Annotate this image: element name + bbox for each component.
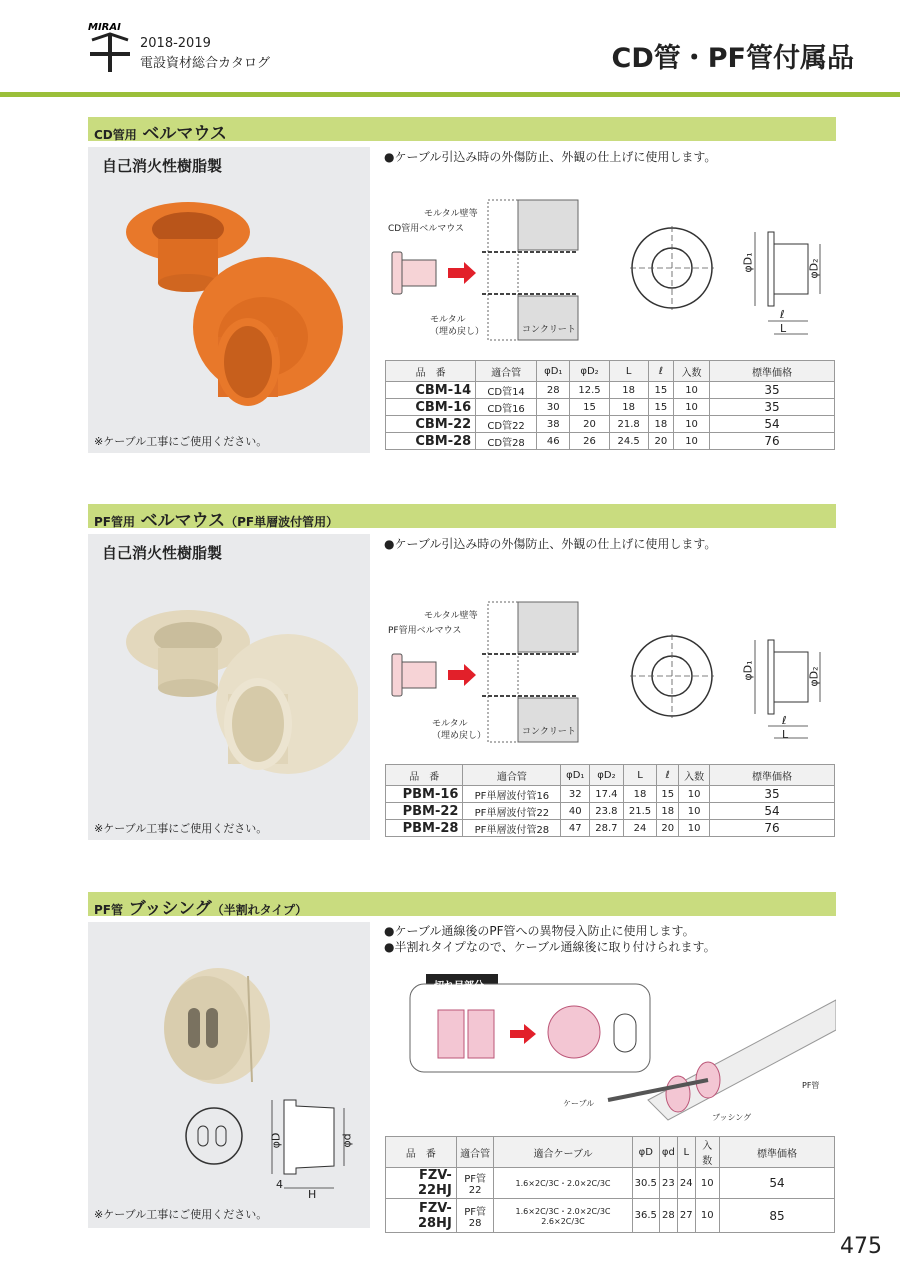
label-wall: モルタル壁等: [424, 209, 478, 219]
label-concrete: コンクリート: [522, 325, 576, 335]
col-header: 適合管: [463, 765, 561, 786]
dim-l-small: ℓ: [782, 714, 787, 727]
col-header: 入数: [695, 1137, 719, 1168]
col-header: 適合管: [456, 1137, 494, 1168]
label-mortar: モルタル: [430, 315, 466, 325]
cell: 20: [570, 416, 609, 433]
feature-bullet: ●ケーブル通線後のPF管への異物侵入防止に使用します。: [384, 924, 695, 938]
cell: 36.5: [632, 1199, 659, 1233]
section-bar-pf-bellmouth: [88, 504, 836, 531]
cell: 23.8: [590, 803, 624, 820]
cell: 27: [677, 1199, 695, 1233]
section-prefix: PF管用: [94, 515, 135, 529]
price: 35: [710, 786, 835, 803]
table-row: [386, 786, 835, 803]
header-rule: [0, 92, 900, 97]
label-bushing: ブッシング: [712, 1113, 752, 1122]
table-header-row: [386, 1137, 835, 1168]
col-header: φD₁: [561, 765, 590, 786]
price: 54: [710, 803, 835, 820]
cell: 23: [659, 1168, 677, 1199]
cell: 24: [623, 820, 657, 837]
feature-bullet: ●ケーブル引込み時の外傷防止、外観の仕上げに使用します。: [384, 537, 717, 551]
label-pf-pipe: PF管: [802, 1081, 820, 1090]
cell: PF単層波付管16: [463, 786, 561, 803]
product-code: FZV-28HJ: [386, 1199, 457, 1233]
cell: 32: [561, 786, 590, 803]
col-header: 適合ケーブル: [494, 1137, 632, 1168]
dim-d2: φD₂: [807, 258, 821, 279]
cell: CD管28: [476, 433, 537, 450]
bushing-usage-diagram: [408, 970, 836, 1125]
cell: 24: [677, 1168, 695, 1199]
cell: 10: [695, 1168, 719, 1199]
table-row: [386, 1199, 835, 1233]
cell: 47: [561, 820, 590, 837]
material-label: 自己消火性樹脂製: [102, 544, 223, 562]
col-header: 適合管: [476, 361, 537, 382]
cell: 10: [679, 786, 710, 803]
dim-l-big: L: [780, 322, 787, 335]
mirai-logo-icon: [86, 18, 134, 74]
cell: PF単層波付管22: [463, 803, 561, 820]
dim-d1: φD₁: [741, 252, 755, 273]
section-name: ベルマウス: [142, 124, 227, 144]
product-photo-panel: [88, 147, 370, 453]
cell: PF管28: [456, 1199, 494, 1233]
usage-note: ※ケーブル工事にご使用ください。: [94, 435, 268, 448]
cell: 26: [570, 433, 609, 450]
price: 35: [710, 382, 835, 399]
col-header: 標準価格: [720, 1137, 835, 1168]
label-mortar: モルタル: [432, 719, 468, 729]
spec-table-pf-bushing: [385, 1136, 835, 1233]
brand-logo: [86, 18, 134, 74]
price: 35: [710, 399, 835, 416]
cell: CD管16: [476, 399, 537, 416]
cell: 1.6×2C/3C・2.0×2C/3C: [494, 1168, 632, 1199]
col-header: 標準価格: [710, 765, 835, 786]
section-bar-cd-bellmouth: [88, 117, 836, 144]
section-name: ブッシング: [128, 899, 212, 919]
col-header: φD₂: [590, 765, 624, 786]
bushing-dimension-drawing: [184, 1096, 364, 1206]
col-header: φd: [659, 1137, 677, 1168]
cell: 18: [609, 399, 648, 416]
label-cable: ケーブル: [563, 1099, 595, 1108]
price: 54: [710, 416, 835, 433]
col-header: ℓ: [648, 361, 673, 382]
usage-note: ※ケーブル工事にご使用ください。: [94, 1208, 268, 1221]
price: 54: [720, 1168, 835, 1199]
col-header: L: [609, 361, 648, 382]
pf-bushing-photo: [158, 962, 288, 1092]
cell: 15: [570, 399, 609, 416]
col-header: L: [677, 1137, 695, 1168]
spec-table-pf-bellmouth: [385, 764, 835, 837]
table-row: [386, 1168, 835, 1199]
table-row: [386, 820, 835, 837]
cell: 21.5: [623, 803, 657, 820]
catalog-title: 電設資材総合カタログ: [140, 56, 271, 71]
label-part: PF管用ベルマウス: [388, 626, 462, 636]
cell: 20: [648, 433, 673, 450]
dim-big-d: φD: [269, 1132, 283, 1149]
dim-4: 4: [276, 1178, 283, 1191]
label-mortar-backfill: （埋め戻し）: [432, 731, 487, 741]
cell: 15: [648, 399, 673, 416]
section-bar-pf-bushing: [88, 892, 836, 919]
col-header: φD₂: [570, 361, 609, 382]
product-code: PBM-28: [386, 820, 463, 837]
product-photo-panel: [88, 922, 370, 1228]
cd-bellmouth-photo: [108, 187, 358, 417]
product-code: PBM-16: [386, 786, 463, 803]
dimension-drawing: [630, 634, 830, 754]
cell: 18: [657, 803, 679, 820]
col-header: 品 番: [386, 1137, 457, 1168]
table-row: [386, 803, 835, 820]
page-title: CD管・PF管付属品: [611, 43, 854, 74]
price: 76: [710, 433, 835, 450]
col-header: L: [623, 765, 657, 786]
usage-note: ※ケーブル工事にご使用ください。: [94, 822, 268, 835]
section-prefix: CD管用: [94, 128, 137, 142]
cell: 28: [537, 382, 570, 399]
cell: 46: [537, 433, 570, 450]
cell: 38: [537, 416, 570, 433]
cell: 10: [674, 433, 710, 450]
table-row: [386, 433, 835, 450]
cell: 28.7: [590, 820, 624, 837]
price: 76: [710, 820, 835, 837]
label-concrete: コンクリート: [522, 727, 576, 737]
product-code: CBM-28: [386, 433, 476, 450]
pf-bellmouth-photo: [108, 574, 358, 804]
cell: 10: [674, 416, 710, 433]
brand-text: MIRAI: [88, 22, 121, 33]
cell: 15: [648, 382, 673, 399]
col-header: 入数: [679, 765, 710, 786]
cell: 1.6×2C/3C・2.0×2C/3C 2.6×2C/3C: [494, 1199, 632, 1233]
dim-d1: φD₁: [741, 660, 755, 681]
cell: 18: [648, 416, 673, 433]
label-wall: モルタル壁等: [424, 611, 478, 621]
product-photo-panel: [88, 534, 370, 840]
dimension-drawing: [630, 226, 830, 346]
cell: 24.5: [609, 433, 648, 450]
cell: CD管22: [476, 416, 537, 433]
label-cut: 切れ目部分: [434, 981, 484, 992]
cell: 10: [674, 382, 710, 399]
spec-table-cd-bellmouth: [385, 360, 835, 450]
cell: PF単層波付管28: [463, 820, 561, 837]
section-prefix: PF管: [94, 903, 123, 917]
table-row: [386, 399, 835, 416]
catalog-year: 2018-2019: [140, 36, 211, 51]
cell: CD管14: [476, 382, 537, 399]
col-header: 標準価格: [710, 361, 835, 382]
cell: 18: [623, 786, 657, 803]
feature-bullet: ●半割れタイプなので、ケーブル通線後に取り付けられます。: [384, 940, 716, 954]
cell: 18: [609, 382, 648, 399]
table-header-row: [386, 361, 835, 382]
price: 85: [720, 1199, 835, 1233]
cell: 20: [657, 820, 679, 837]
col-header: 品 番: [386, 361, 476, 382]
dim-small-d: φd: [340, 1133, 354, 1148]
cell: 10: [695, 1199, 719, 1233]
section-suffix: （PF単層波付管用）: [225, 515, 339, 529]
cell: 17.4: [590, 786, 624, 803]
dim-l-small: ℓ: [780, 308, 785, 321]
material-label: 自己消火性樹脂製: [102, 157, 223, 175]
product-code: CBM-14: [386, 382, 476, 399]
product-code: PBM-22: [386, 803, 463, 820]
cell: 15: [657, 786, 679, 803]
col-header: 品 番: [386, 765, 463, 786]
cell: 12.5: [570, 382, 609, 399]
cell: 30: [537, 399, 570, 416]
col-header: 入数: [674, 361, 710, 382]
col-header: φD₁: [537, 361, 570, 382]
table-row: [386, 382, 835, 399]
product-code: CBM-16: [386, 399, 476, 416]
cell: 30.5: [632, 1168, 659, 1199]
page-number: 475: [840, 1234, 882, 1259]
cell: 40: [561, 803, 590, 820]
table-header-row: [386, 765, 835, 786]
label-mortar-backfill: （埋め戻し）: [430, 327, 485, 337]
table-row: [386, 416, 835, 433]
col-header: ℓ: [657, 765, 679, 786]
dim-d2: φD₂: [807, 666, 821, 687]
cell: PF管22: [456, 1168, 494, 1199]
cell: 10: [679, 820, 710, 837]
section-suffix: （半割れタイプ）: [211, 903, 308, 917]
product-code: CBM-22: [386, 416, 476, 433]
feature-bullet: ●ケーブル引込み時の外傷防止、外観の仕上げに使用します。: [384, 150, 717, 164]
cell: 10: [674, 399, 710, 416]
cell: 10: [679, 803, 710, 820]
label-part: CD管用ベルマウス: [388, 224, 464, 234]
dim-h: H: [308, 1188, 317, 1201]
dim-l-big: L: [782, 728, 789, 741]
cell: 21.8: [609, 416, 648, 433]
col-header: φD: [632, 1137, 659, 1168]
product-code: FZV-22HJ: [386, 1168, 457, 1199]
section-name: ベルマウス: [140, 511, 226, 531]
cell: 28: [659, 1199, 677, 1233]
